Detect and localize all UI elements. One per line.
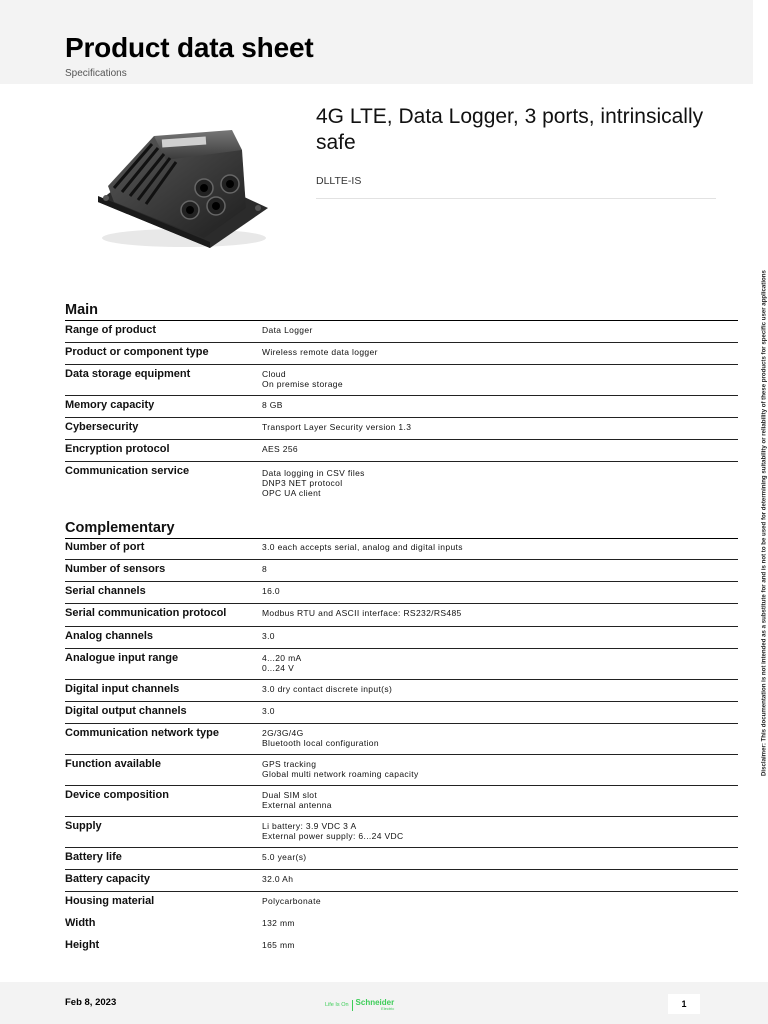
- disclaimer-side-text: [758, 270, 768, 776]
- spec-label: Serial channels: [65, 585, 146, 597]
- row-divider: [65, 754, 738, 755]
- row-divider: [65, 461, 738, 462]
- spec-value: 3.0 each accepts serial, analog and digital inputs: [262, 542, 463, 552]
- spec-label: Battery capacity: [65, 873, 150, 885]
- section-title: Main: [65, 302, 99, 318]
- row-divider: [65, 342, 738, 343]
- spec-value: 3.0: [262, 706, 275, 716]
- spec-value: 165 mm: [262, 940, 295, 950]
- row-divider: [65, 395, 738, 396]
- spec-value: 132 mm: [262, 918, 295, 928]
- row-divider: [65, 847, 738, 848]
- row-divider: [65, 648, 738, 649]
- spec-label: Number of port: [65, 541, 145, 553]
- row-divider: [65, 701, 738, 702]
- spec-label: Encryption protocol: [65, 443, 170, 455]
- spec-value: Transport Layer Security version 1.3: [262, 422, 412, 432]
- row-divider: [65, 626, 738, 627]
- spec-label: Analogue input range: [65, 652, 179, 664]
- spec-value: 16.0: [262, 586, 280, 596]
- spec-label: Data storage equipment: [65, 368, 191, 380]
- product-reference: DLLTE-IS: [316, 175, 362, 187]
- spec-value: 5.0 year(s): [262, 852, 307, 862]
- page-footer: [0, 982, 768, 1024]
- logo-separator: [352, 1000, 353, 1011]
- spec-label: Device composition: [65, 789, 169, 801]
- product-image: [92, 126, 272, 251]
- product-divider: [316, 198, 716, 199]
- section-rule: [65, 538, 738, 539]
- spec-label: Width: [65, 917, 96, 929]
- page-title: Product data sheet: [65, 32, 314, 63]
- spec-value: Dual SIM slot External antenna: [262, 790, 332, 810]
- row-divider: [65, 723, 738, 724]
- spec-label: Product or component type: [65, 346, 209, 358]
- row-divider: [65, 679, 738, 680]
- spec-label: Supply: [65, 820, 102, 832]
- footer-date: Feb 8, 2023: [65, 997, 117, 1008]
- spec-value: 8: [262, 564, 268, 574]
- row-divider: [65, 785, 738, 786]
- logo-tagline: Life Is On: [325, 1002, 349, 1008]
- spec-label: Digital output channels: [65, 705, 187, 717]
- section-title: Complementary: [65, 520, 175, 536]
- row-divider: [65, 364, 738, 365]
- spec-value: 2G/3G/4G Bluetooth local configuration: [262, 728, 379, 748]
- spec-value: 8 GB: [262, 400, 283, 410]
- spec-value: Data Logger: [262, 325, 313, 335]
- logo-brand: Schneider Electric: [355, 998, 395, 1011]
- spec-value: Li battery: 3.9 VDC 3 A External power supply: 6...24 VDC: [262, 821, 404, 841]
- spec-label: Cybersecurity: [65, 421, 139, 433]
- spec-value: Polycarbonate: [262, 896, 321, 906]
- disclaimer-text: Disclaimer: This documentation is not intended as a substitute for and is not to be used for determining suitability or reliability of these products for specific user applications: [760, 270, 768, 776]
- spec-value: 32.0 Ah: [262, 874, 294, 884]
- row-divider: [65, 439, 738, 440]
- section-rule: [65, 320, 738, 321]
- row-divider: [65, 559, 738, 560]
- row-divider: [65, 603, 738, 604]
- row-divider: [65, 417, 738, 418]
- spec-label: Communication service: [65, 465, 190, 477]
- schneider-logo: [325, 998, 394, 1012]
- spec-value: Wireless remote data logger: [262, 347, 378, 357]
- spec-label: Function available: [65, 758, 161, 770]
- spec-label: Serial communication protocol: [65, 607, 227, 619]
- spec-label: Analog channels: [65, 630, 154, 642]
- spec-value: Cloud On premise storage: [262, 369, 343, 389]
- row-divider: [65, 869, 738, 870]
- spec-label: Range of product: [65, 324, 157, 336]
- row-divider: [65, 581, 738, 582]
- product-title: 4G LTE, Data Logger, 3 ports, intrinsically safe: [316, 105, 704, 154]
- page-number: 1: [668, 994, 700, 1014]
- spec-label: Digital input channels: [65, 683, 180, 695]
- spec-label: Housing material: [65, 895, 155, 907]
- spec-value: 3.0 dry contact discrete input(s): [262, 684, 393, 694]
- spec-value: AES 256: [262, 444, 299, 454]
- spec-value: Modbus RTU and ASCII interface: RS232/RS485: [262, 608, 462, 618]
- spec-label: Communication network type: [65, 727, 220, 739]
- row-divider: [65, 816, 738, 817]
- row-divider: [65, 891, 738, 892]
- page-subtitle: Specifications: [65, 68, 127, 79]
- page-header: [0, 0, 753, 84]
- spec-label: Battery life: [65, 851, 122, 863]
- spec-value: Data logging in CSV files DNP3 NET protocol OPC UA client: [262, 468, 365, 498]
- spec-label: Height: [65, 939, 100, 951]
- data-logger-device-photo-icon: [92, 126, 272, 251]
- spec-value: 4...20 mA 0...24 V: [262, 653, 302, 673]
- spec-label: Number of sensors: [65, 563, 166, 575]
- spec-label: Memory capacity: [65, 399, 155, 411]
- spec-value: 3.0: [262, 631, 275, 641]
- spec-value: GPS tracking Global multi network roaming capacity: [262, 759, 419, 779]
